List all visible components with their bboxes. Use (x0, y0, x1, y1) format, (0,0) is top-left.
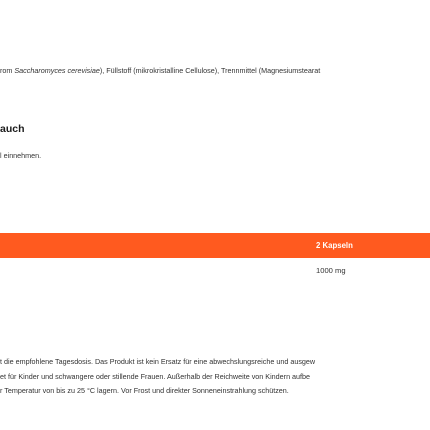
notes-line-3: r Temperatur von bis zu 25 °C lagern. Vor Frost und direkter Sonneneinstrahlung schützen. (0, 386, 289, 395)
notes-line-2: et für Kinder und schwangere oder stillende Frauen. Außerhalb der Reichweite von Kindern aufbe (0, 372, 311, 381)
nutrition-table-header (0, 233, 430, 258)
ingredients-text (0, 66, 320, 75)
usage-text: l einnehmen. (0, 151, 42, 160)
table-cell-amount: 1000 mg (316, 266, 346, 275)
table-header-servings: 2 Kapseln (316, 241, 353, 250)
notes-line-1: t die empfohlene Tagesdosis. Das Produkt ist kein Ersatz für eine abwechslungsreiche und ausgew (0, 357, 316, 366)
ingredients-species: Saccharomyces cerevisiae (14, 66, 100, 75)
usage-heading: auch (0, 123, 25, 135)
ingredients-prefix: rom (0, 66, 15, 75)
ingredients-rest: ), Füllstoff (mikrokristalline Cellulose), Trennmittel (Magnesiumstearat (99, 66, 321, 75)
